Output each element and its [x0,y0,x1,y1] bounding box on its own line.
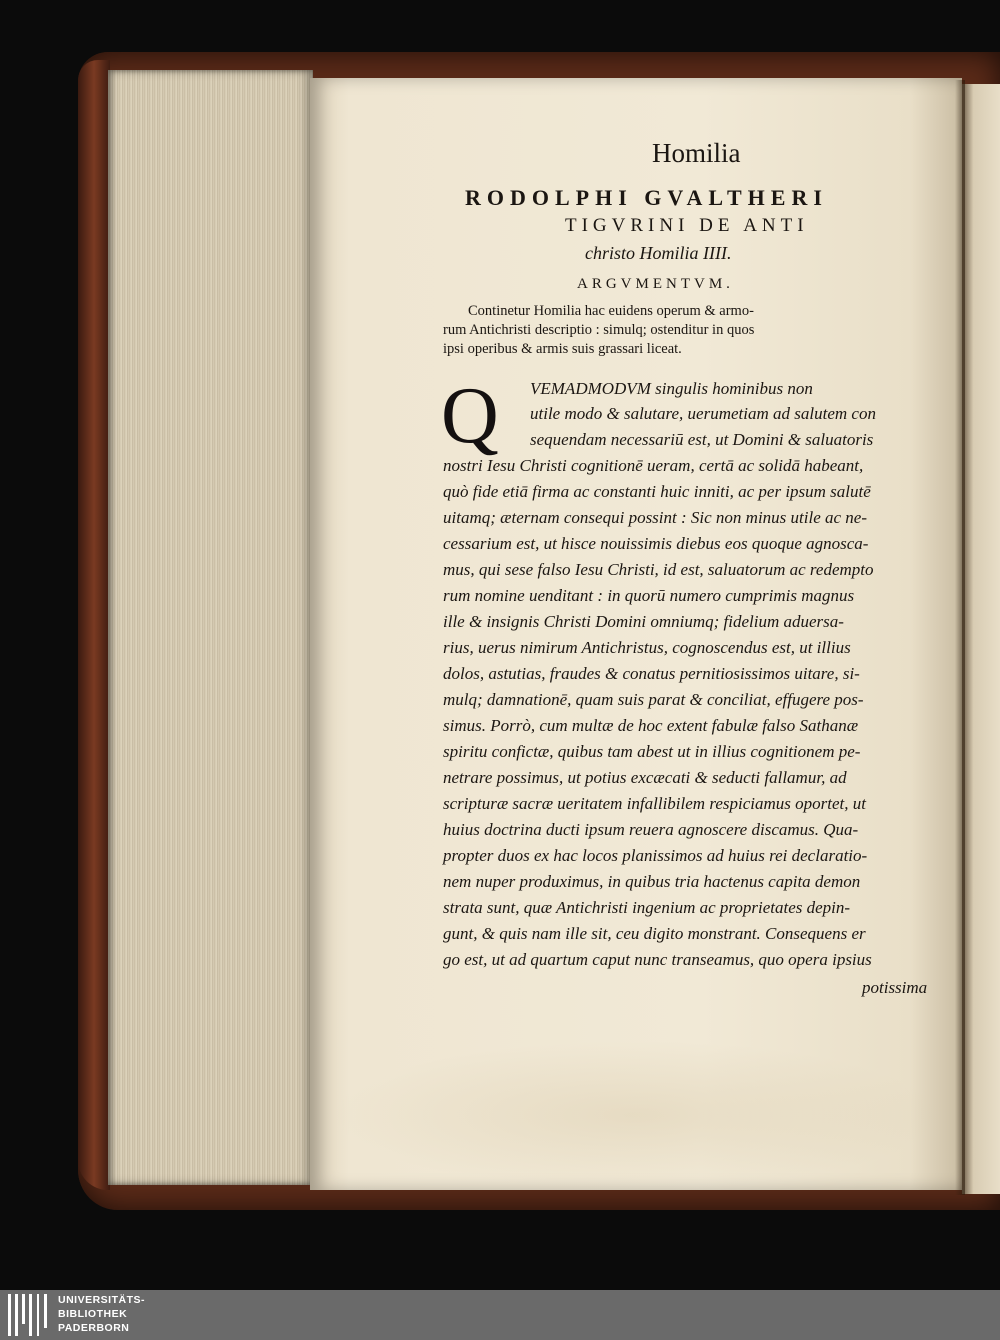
page-block-edge [108,70,313,1185]
running-head: Homilia [652,138,741,168]
drop-cap: Q [441,372,499,460]
logo-text-line-3: PADERBORN [58,1322,130,1334]
body-line: scripturæ sacræ ueritatem infallibilem respiciamus oportet, ut [443,794,866,813]
water-stain [330,1040,940,1190]
library-logo-icon [6,1294,50,1336]
body-line: netrare possimus, ut potius excæcati & seducti fallamur, ad [443,768,847,787]
body-line: propter duos ex hac locos planissimos ad huius rei declaratio- [443,846,868,865]
facing-page-edge [962,84,1000,1194]
title-line-2: TIGVRINI DE ANTI [565,215,809,236]
body-line: dolos, astutias, fraudes & conatus pernitiosissimos uitare, si- [443,664,860,683]
body-line: VEMADMODVM singulis hominibus non [530,379,813,398]
body-line: rum nomine uenditant : in quorū numero cumprimis magnus [443,586,855,605]
title-line-3: christo Homilia IIII. [585,243,732,263]
body-line: huius doctrina ducti ipsum reuera agnoscere discamus. Qua- [443,820,859,839]
body-line: simus. Porrò, cum multæ de hoc extent fabulæ falso Sathanæ [443,716,859,735]
footer-bar [0,1290,1000,1340]
body-line: quò fide etiā firma ac constanti huic inniti, ac per ipsum salutē [443,482,871,501]
body-line: rius, uerus nimirum Antichristus, cognoscendus est, ut illius [443,638,851,657]
book-spine [78,60,110,1190]
body-line: mus, qui sese falso Iesu Christi, id est, saluatorum ac redempto [443,560,874,579]
body-line: ille & insignis Christi Domini omniumq; fidelium aduersa- [443,612,844,631]
title-line-1: RODOLPHI GVALTHERI [465,185,828,210]
argument-line: rum Antichristi descriptio : simulq; ostenditur in quos [443,322,755,338]
body-line: strata sunt, quæ Antichristi ingenium ac proprietates depin- [443,898,851,917]
body-line: nem nuper produximus, in quibus tria hactenus capita demon [443,872,861,891]
body-line: uitamq; æternam consequi possint : Sic non minus utile ac ne- [443,508,868,527]
body-line: utile modo & salutare, uerumetiam ad salutem con [530,404,876,423]
body-line: spiritu confictæ, quibus tam abest ut in illius cognitionem pe- [443,742,861,761]
body-line: gunt, & quis nam ille sit, ceu digito monstrant. Consequens er [443,924,866,943]
body-line: go est, ut ad quartum caput nunc transeamus, quo opera ipsius [443,950,872,969]
body-line: cessarium est, ut hisce nouissimis diebus eos quoque agnosca- [443,534,869,553]
body-line: sequendam necessariū est, ut Domini & saluatoris [530,430,874,449]
logo-text-line-1: UNIVERSITÄTS- [58,1294,146,1306]
argument-line: ipsi operibus & armis suis grassari liceat. [443,341,682,357]
body-line: nostri Iesu Christi cognitionē ueram, certā ac solidā habeant, [443,456,864,475]
catchword: potissima [862,978,928,997]
argument-line: Continetur Homilia hac euidens operum & armo- [468,303,754,319]
body-line: mulq; damnationē, quam suis parat & conciliat, effugere pos- [443,690,864,709]
logo-text-line-2: BIBLIOTHEK [58,1308,128,1320]
gutter-shadow [955,80,965,1195]
argument-heading: ARGVMENTVM. [577,276,734,292]
